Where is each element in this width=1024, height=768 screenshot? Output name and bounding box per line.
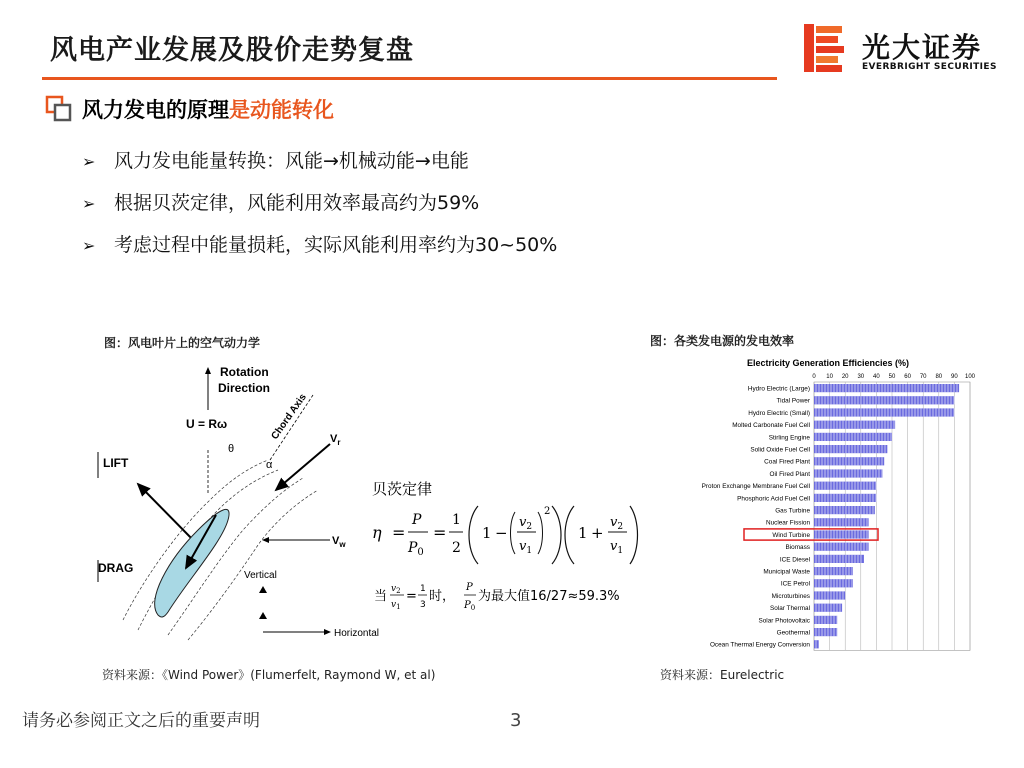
svg-text:v1: $v_1$ [391, 600, 401, 611]
bullet-item [82, 146, 469, 173]
chart-category-label: Gas Turbine [775, 507, 810, 515]
svg-text:P: P [412, 512, 422, 528]
chart-x-tick-label: 90 [951, 374, 958, 380]
chart-category-label: Hydro Electric (Small) [748, 409, 810, 417]
svg-text:2: 2 [452, 540, 461, 556]
footer-disclaimer: 请务必参阅正文之后的重要声明 [22, 711, 260, 731]
svg-text:P: P [466, 582, 473, 593]
rotation-label: Rotation [220, 365, 269, 379]
efficiency-bar-chart [648, 352, 974, 652]
chart-category-label: Solid Oxide Fuel Cell [750, 446, 810, 454]
vertical-label: Vertical [244, 570, 277, 581]
chart-x-tick-label: 70 [919, 374, 927, 380]
svg-text:−: − [495, 524, 508, 542]
bullet-item [82, 230, 557, 257]
chart-category-label: Phosphoric Acid Fuel Cell [737, 495, 810, 503]
page-number: 3 [510, 710, 522, 731]
chart-category-label: Stirling Engine [768, 434, 810, 442]
svg-text:1: 1 [452, 512, 461, 528]
vw-label: $V_w$ [332, 535, 346, 549]
chart-category-label: Coal Fired Plant [764, 458, 810, 466]
title-divider [42, 77, 777, 80]
chart-x-tick-label: 80 [935, 374, 943, 380]
chart-bar [814, 469, 883, 477]
alpha-label: α [266, 459, 273, 471]
section-heading [82, 94, 334, 124]
chart-bar [814, 506, 875, 514]
page-title: 风电产业发展及股价走势复盘 [50, 35, 414, 66]
betz-law-title: 贝茨定律 [372, 480, 433, 498]
chart-title: Electricity Generation Efficiencies (%) [746, 358, 910, 368]
chart-category-label: Municipal Waste [763, 568, 810, 576]
horizontal-label: Horizontal [334, 628, 380, 639]
svg-text:v2: $v_2$ [391, 584, 401, 595]
svg-text:时，: 时， [429, 589, 456, 604]
vr-arrow [276, 444, 330, 490]
everbright-logo-icon [800, 22, 848, 74]
svg-text:=: = [392, 523, 406, 542]
chart-x-tick-label: 30 [857, 374, 865, 380]
left-figure-source: 资料来源：《Wind Power》(Flumerfelt, Raymond W, et al) [102, 668, 436, 682]
chart-bar [814, 579, 853, 587]
u-label: U = Rω [186, 417, 228, 431]
svg-text:v1: $v_1$ [519, 539, 533, 556]
chart-bar [814, 555, 864, 563]
chart-x-tick-label: 20 [841, 374, 849, 380]
svg-text:1: 1 [420, 584, 426, 594]
chart-x-tick-label: 50 [888, 374, 896, 380]
chart-x-tick-label: 100 [964, 374, 976, 380]
section-heading-part1: 风力发电的原理 [82, 98, 229, 122]
vertical-marker-icon [259, 586, 267, 593]
chart-bar [814, 396, 954, 404]
bullet-text: 风力发电能量转换：风能→机械动能→电能 [114, 150, 469, 172]
logo-chinese-name: 光大证券 [862, 31, 983, 64]
svg-text:当: 当 [374, 589, 388, 604]
lift-arrow [138, 484, 198, 545]
drag-label: DRAG [98, 561, 134, 575]
formula-eta: η [372, 523, 382, 542]
chart-category-label: Nuclear Fission [765, 519, 810, 527]
section-square-icon [46, 96, 72, 122]
chart-category-label: Geothermal [776, 629, 810, 637]
right-figure-source: 资料来源：Eurelectric [660, 668, 785, 682]
chart-category-label: Ocean Thermal Energy Conversion [709, 641, 810, 649]
chart-category-label: ICE Diesel [779, 556, 810, 564]
chart-category-label: Proton Exchange Membrane Fuel Cell [701, 483, 810, 491]
svg-text:v2: $v_2$ [519, 515, 533, 532]
chart-bar [814, 421, 895, 429]
vr-label: $V_r$ [330, 433, 341, 447]
chart-category-label: ICE Petrol [780, 580, 810, 588]
chart-category-label: Hydro Electric (Large) [747, 385, 810, 393]
svg-text:v1: $v_1$ [610, 539, 624, 556]
bullet-arrow-icon: ➢ [82, 194, 96, 213]
right-figure-caption: 图：各类发电源的发电效率 [650, 334, 795, 348]
bullet-arrow-icon: ➢ [82, 152, 96, 171]
chart-bar [814, 640, 819, 648]
chart-category-label: Molted Carbonate Fuel Cell [732, 422, 810, 430]
lift-label: LIFT [103, 456, 129, 470]
chart-bar [814, 591, 845, 599]
bullet-item [82, 188, 479, 215]
blade-aerodynamics-diagram [98, 360, 398, 645]
chart-x-tick-label: 40 [873, 374, 880, 380]
svg-text:=: = [406, 589, 417, 604]
svg-text:1: 1 [578, 524, 588, 542]
chart-bar [814, 433, 892, 441]
chart-category-label: Microturbines [771, 592, 810, 600]
chart-bar [814, 408, 954, 416]
bullet-arrow-icon: ➢ [82, 236, 96, 255]
bullet-text: 考虑过程中能量损耗，实际风能利用率约为30~50% [114, 234, 558, 256]
svg-text:P0: $P_0$ [408, 540, 424, 558]
svg-text:=: = [433, 523, 447, 542]
chart-category-label: Tidal Power [776, 397, 810, 405]
betz-max-value: 为最大值16/27≈59.3% [478, 589, 620, 604]
chart-bar [814, 384, 959, 392]
svg-text:3: 3 [420, 600, 426, 610]
chord-axis-label: Chord Axis [269, 392, 309, 442]
chart-category-label: Wind Turbine [772, 531, 810, 539]
svg-text:+: + [591, 524, 604, 542]
svg-text:1: 1 [482, 524, 492, 542]
svg-text:2: 2 [544, 506, 551, 517]
svg-text:v2: $v_2$ [610, 515, 624, 532]
bullet-text: 根据贝茨定律，风能利用效率最高约为59% [114, 192, 480, 214]
chart-x-tick-label: 0 [812, 374, 816, 380]
chart-category-label: Solar Thermal [769, 605, 810, 613]
logo-english-name: EVERBRIGHT SECURITIES [862, 62, 997, 72]
direction-label: Direction [218, 381, 271, 395]
betz-formula [370, 500, 640, 566]
section-heading-highlight: 是动能转化 [229, 98, 334, 122]
betz-condition [372, 576, 642, 616]
chart-x-tick-label: 10 [826, 374, 833, 380]
left-figure-caption: 图：风电叶片上的空气动力学 [104, 336, 261, 350]
chart-bar [814, 567, 853, 575]
svg-text:P0: $P_0$ [464, 600, 476, 612]
chart-x-tick-label: 60 [904, 374, 911, 380]
theta-label: θ [228, 443, 235, 455]
chart-category-label: Solar Photovoltaic [758, 617, 810, 625]
chart-category-label: Oil Fired Plant [769, 470, 810, 478]
chart-category-label: Biomass [785, 544, 810, 552]
